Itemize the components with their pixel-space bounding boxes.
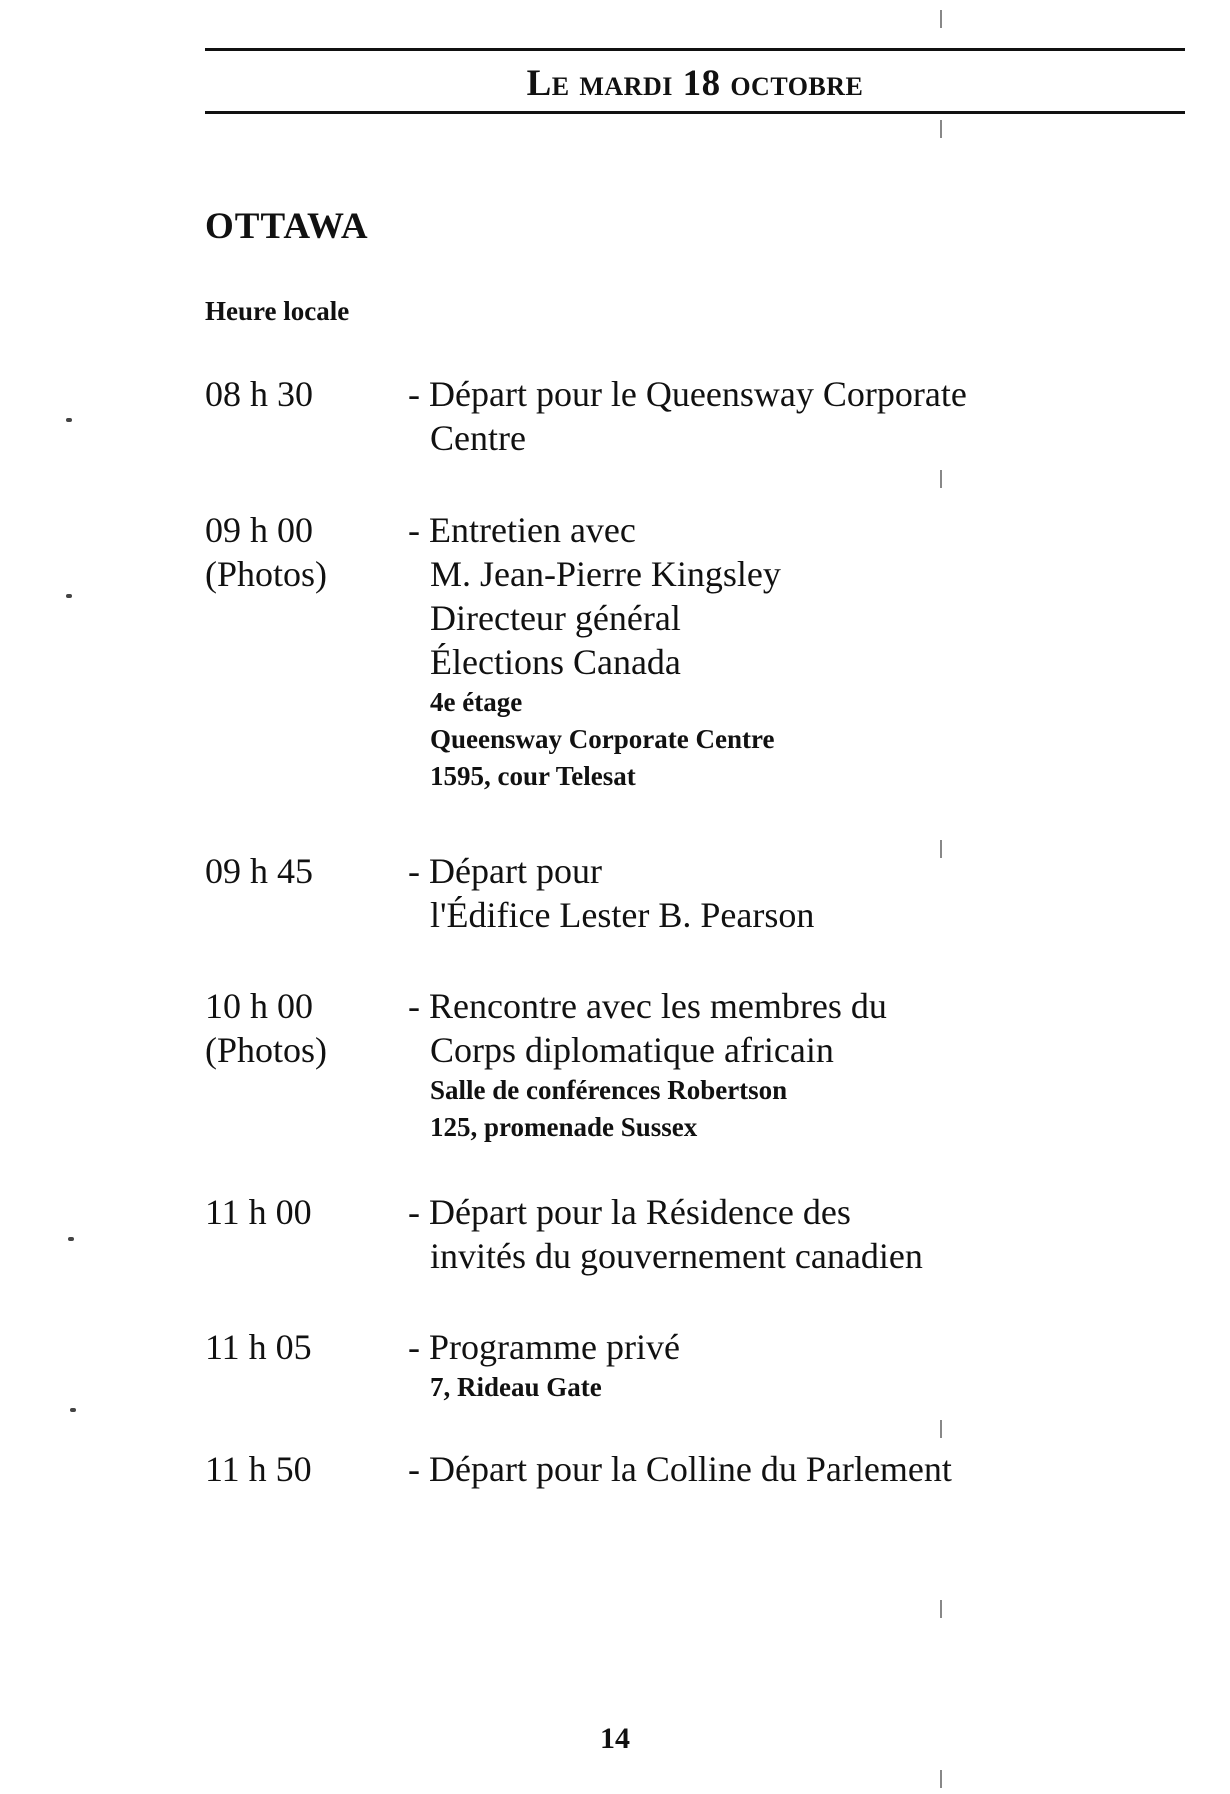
entry-time: 11 h 50 <box>205 1449 312 1489</box>
entry-description-block <box>408 984 1170 1146</box>
entry-description-line: l'Édifice Lester B. Pearson <box>430 895 815 935</box>
entry-time: 08 h 30 <box>205 374 313 414</box>
entry-time-block <box>205 1190 425 1234</box>
entry-location-line: 1595, cour Telesat <box>430 761 636 791</box>
entry-time-block <box>205 372 425 416</box>
entry-note: (Photos) <box>205 554 328 594</box>
scan-artifact <box>940 840 942 858</box>
scan-artifact <box>940 1770 942 1788</box>
entry-description-line: - Départ pour <box>408 851 602 891</box>
entry-description-line: - Programme privé <box>408 1327 680 1367</box>
entry-description-line: Directeur général <box>430 598 681 638</box>
scan-artifact <box>70 1408 76 1412</box>
entry-description-line: - Départ pour le Queensway Corporate <box>408 374 967 414</box>
timezone-label: Heure locale <box>205 296 350 326</box>
entry-description-block <box>408 508 1170 795</box>
entry-description-line: - Rencontre avec les membres du <box>408 986 887 1026</box>
entry-time: 09 h 45 <box>205 851 313 891</box>
scan-artifact <box>940 1600 942 1618</box>
entry-description-line: invités du gouvernement canadien <box>430 1236 923 1276</box>
entry-time-block <box>205 849 425 893</box>
scan-artifact <box>940 470 942 488</box>
city-heading: OTTAWA <box>205 206 369 247</box>
header-top-rule <box>205 48 1185 51</box>
entry-description-line: - Départ pour la Colline du Parlement <box>408 1449 952 1489</box>
entry-description-block <box>408 1325 1170 1406</box>
page-number: 14 <box>600 1722 630 1755</box>
entry-description-block <box>408 372 1170 460</box>
scan-artifact <box>940 10 942 28</box>
entry-location-line: Salle de conférences Robertson <box>430 1075 788 1105</box>
entry-location-line: Queensway Corporate Centre <box>430 724 775 754</box>
scan-artifact <box>940 120 942 138</box>
entry-description-block <box>408 1190 1170 1278</box>
entry-time: 09 h 00 <box>205 510 313 550</box>
entry-description-block <box>408 1447 1170 1491</box>
entry-description-line: - Départ pour la Résidence des <box>408 1192 851 1232</box>
scan-artifact <box>66 594 72 598</box>
entry-time: 11 h 05 <box>205 1327 312 1367</box>
entry-description-line: M. Jean-Pierre Kingsley <box>430 554 781 594</box>
page-header-title: Le mardi 18 octobre <box>526 63 864 104</box>
entry-note: (Photos) <box>205 1030 328 1070</box>
entry-description-line: Centre <box>430 418 526 458</box>
entry-description-line: - Entretien avec <box>408 510 636 550</box>
entry-location-line: 7, Rideau Gate <box>430 1372 602 1402</box>
entry-time-block <box>205 1325 425 1369</box>
entry-description-block <box>408 849 1170 937</box>
scan-artifact <box>68 1237 74 1241</box>
entry-time: 10 h 00 <box>205 986 313 1026</box>
scan-artifact <box>940 1420 942 1438</box>
scan-artifact <box>66 418 72 422</box>
header-bottom-rule <box>205 111 1185 114</box>
entry-time-block <box>205 508 425 596</box>
entry-time: 11 h 00 <box>205 1192 312 1232</box>
entry-time-block <box>205 1447 425 1491</box>
entry-description-line: Élections Canada <box>430 642 681 682</box>
entry-description-line: Corps diplomatique africain <box>430 1030 834 1070</box>
entry-location-line: 125, promenade Sussex <box>430 1112 698 1142</box>
entry-location-line: 4e étage <box>430 687 523 717</box>
entry-time-block <box>205 984 425 1072</box>
